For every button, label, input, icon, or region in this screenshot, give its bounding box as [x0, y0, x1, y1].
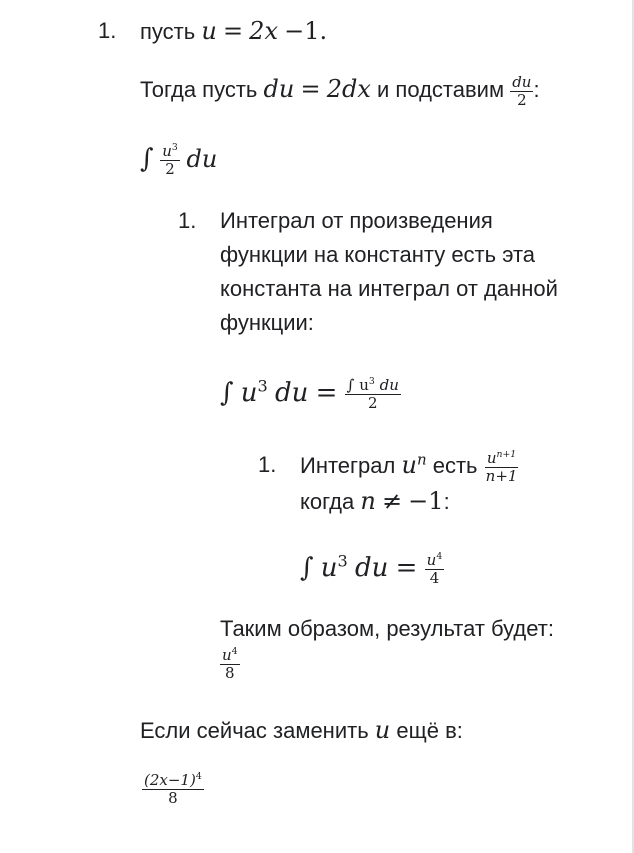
- exponent-n: n: [416, 450, 427, 469]
- step-2-number: 1.: [178, 208, 197, 233]
- var-u: u: [201, 17, 217, 45]
- step-2-line-3: константа на интеграл от данной: [220, 276, 558, 301]
- equals-sign: =: [395, 553, 418, 583]
- fraction-denominator: 2: [517, 90, 527, 109]
- equals-sign: =: [222, 17, 244, 45]
- exponent: 4: [195, 771, 202, 782]
- fraction-int-u3-du-over-2: [345, 375, 401, 412]
- minus-one: −1: [408, 487, 444, 515]
- fraction-du-over-2: [510, 72, 533, 109]
- step-2-line-1: Интеграл от произведения: [220, 208, 493, 233]
- result-fraction-wrap: [220, 648, 240, 681]
- fraction-un1-over-n1: [484, 448, 520, 485]
- integral-1: [140, 134, 217, 185]
- not-equal-sign: ≠: [381, 487, 403, 515]
- fraction-u4-over-8: [220, 648, 240, 681]
- fraction-numerator: (2x−1): [144, 771, 196, 789]
- fraction-denominator: 8: [168, 789, 178, 807]
- integral-3: [300, 540, 444, 595]
- var-u: u: [374, 716, 391, 744]
- integral-sign: ∫: [140, 144, 154, 174]
- step-3-number: 1.: [258, 452, 277, 477]
- integral-sign: ∫: [300, 553, 314, 583]
- colon: :: [533, 77, 540, 102]
- step-2-text: [220, 204, 558, 340]
- exponent: 3: [368, 375, 375, 387]
- substitution-text2: ещё в:: [396, 718, 463, 743]
- step-3-text1: Интеграл: [300, 453, 396, 478]
- exponent: 4: [436, 550, 443, 562]
- result-text: Таким образом, результат будет:: [220, 616, 554, 641]
- var-n: n: [360, 487, 376, 515]
- exponent: 3: [257, 376, 268, 396]
- substitution-text1: Если сейчас заменить: [140, 718, 369, 743]
- period: .: [319, 17, 328, 45]
- exponent: 3: [171, 142, 178, 154]
- fraction-numerator: u: [222, 646, 232, 664]
- fraction-denominator: n+1: [485, 466, 518, 485]
- step-1-line: [140, 14, 327, 49]
- fraction-numerator: u: [426, 550, 437, 569]
- differential-du: du: [379, 375, 399, 394]
- step-1-number: 1.: [98, 18, 117, 43]
- step-3-line-1: [300, 448, 519, 484]
- integral-sign: ∫: [220, 378, 234, 408]
- step-1b-text: Тогда пусть: [140, 77, 258, 102]
- differential-du: du: [355, 553, 389, 583]
- integral-2: [220, 364, 401, 421]
- step-3-text3: когда: [300, 489, 355, 514]
- var-u: u: [401, 451, 417, 479]
- fraction-u4-over-4: [425, 550, 445, 587]
- fraction-denominator: 8: [225, 664, 235, 682]
- exponent: n+1: [496, 448, 517, 460]
- step-2-line-2: функции на константу есть эта: [220, 242, 536, 267]
- var-u: u: [320, 553, 338, 583]
- var-u: u: [240, 378, 258, 408]
- final-fraction-wrap: [142, 773, 204, 806]
- const-1: 1: [304, 17, 320, 45]
- step-1b-line: [140, 72, 540, 108]
- equals-sign: =: [300, 75, 321, 103]
- step-1-text: пусть: [140, 19, 196, 44]
- fraction-denominator: 2: [368, 393, 378, 412]
- step-2-line-4: функции:: [220, 310, 314, 335]
- differential-du: du: [275, 378, 309, 408]
- colon: :: [443, 489, 450, 514]
- var-du: du: [263, 75, 295, 103]
- exponent: 4: [231, 646, 238, 657]
- fraction-numerator: u: [486, 448, 497, 467]
- fraction-denominator: 4: [429, 568, 440, 587]
- minus-sign: −: [284, 17, 305, 45]
- fraction-numerator: du: [512, 72, 532, 91]
- fraction-final: [142, 773, 204, 806]
- expr-2x: 2x: [249, 17, 278, 45]
- step-1b-text2: и подставим: [377, 77, 505, 102]
- equals-sign: =: [315, 378, 338, 408]
- fraction-denominator: 2: [165, 160, 175, 179]
- step-3-line-2: [300, 484, 450, 519]
- exponent: 3: [337, 551, 348, 571]
- expr-2dx: 2dx: [326, 75, 371, 103]
- fraction-numerator: ∫ u: [346, 375, 369, 394]
- step-3-text2: есть: [432, 453, 478, 478]
- differential-du: du: [186, 145, 218, 173]
- substitution-line: [140, 713, 463, 748]
- fraction-u3-over-2: [160, 144, 180, 177]
- fraction-numerator: u: [162, 142, 172, 161]
